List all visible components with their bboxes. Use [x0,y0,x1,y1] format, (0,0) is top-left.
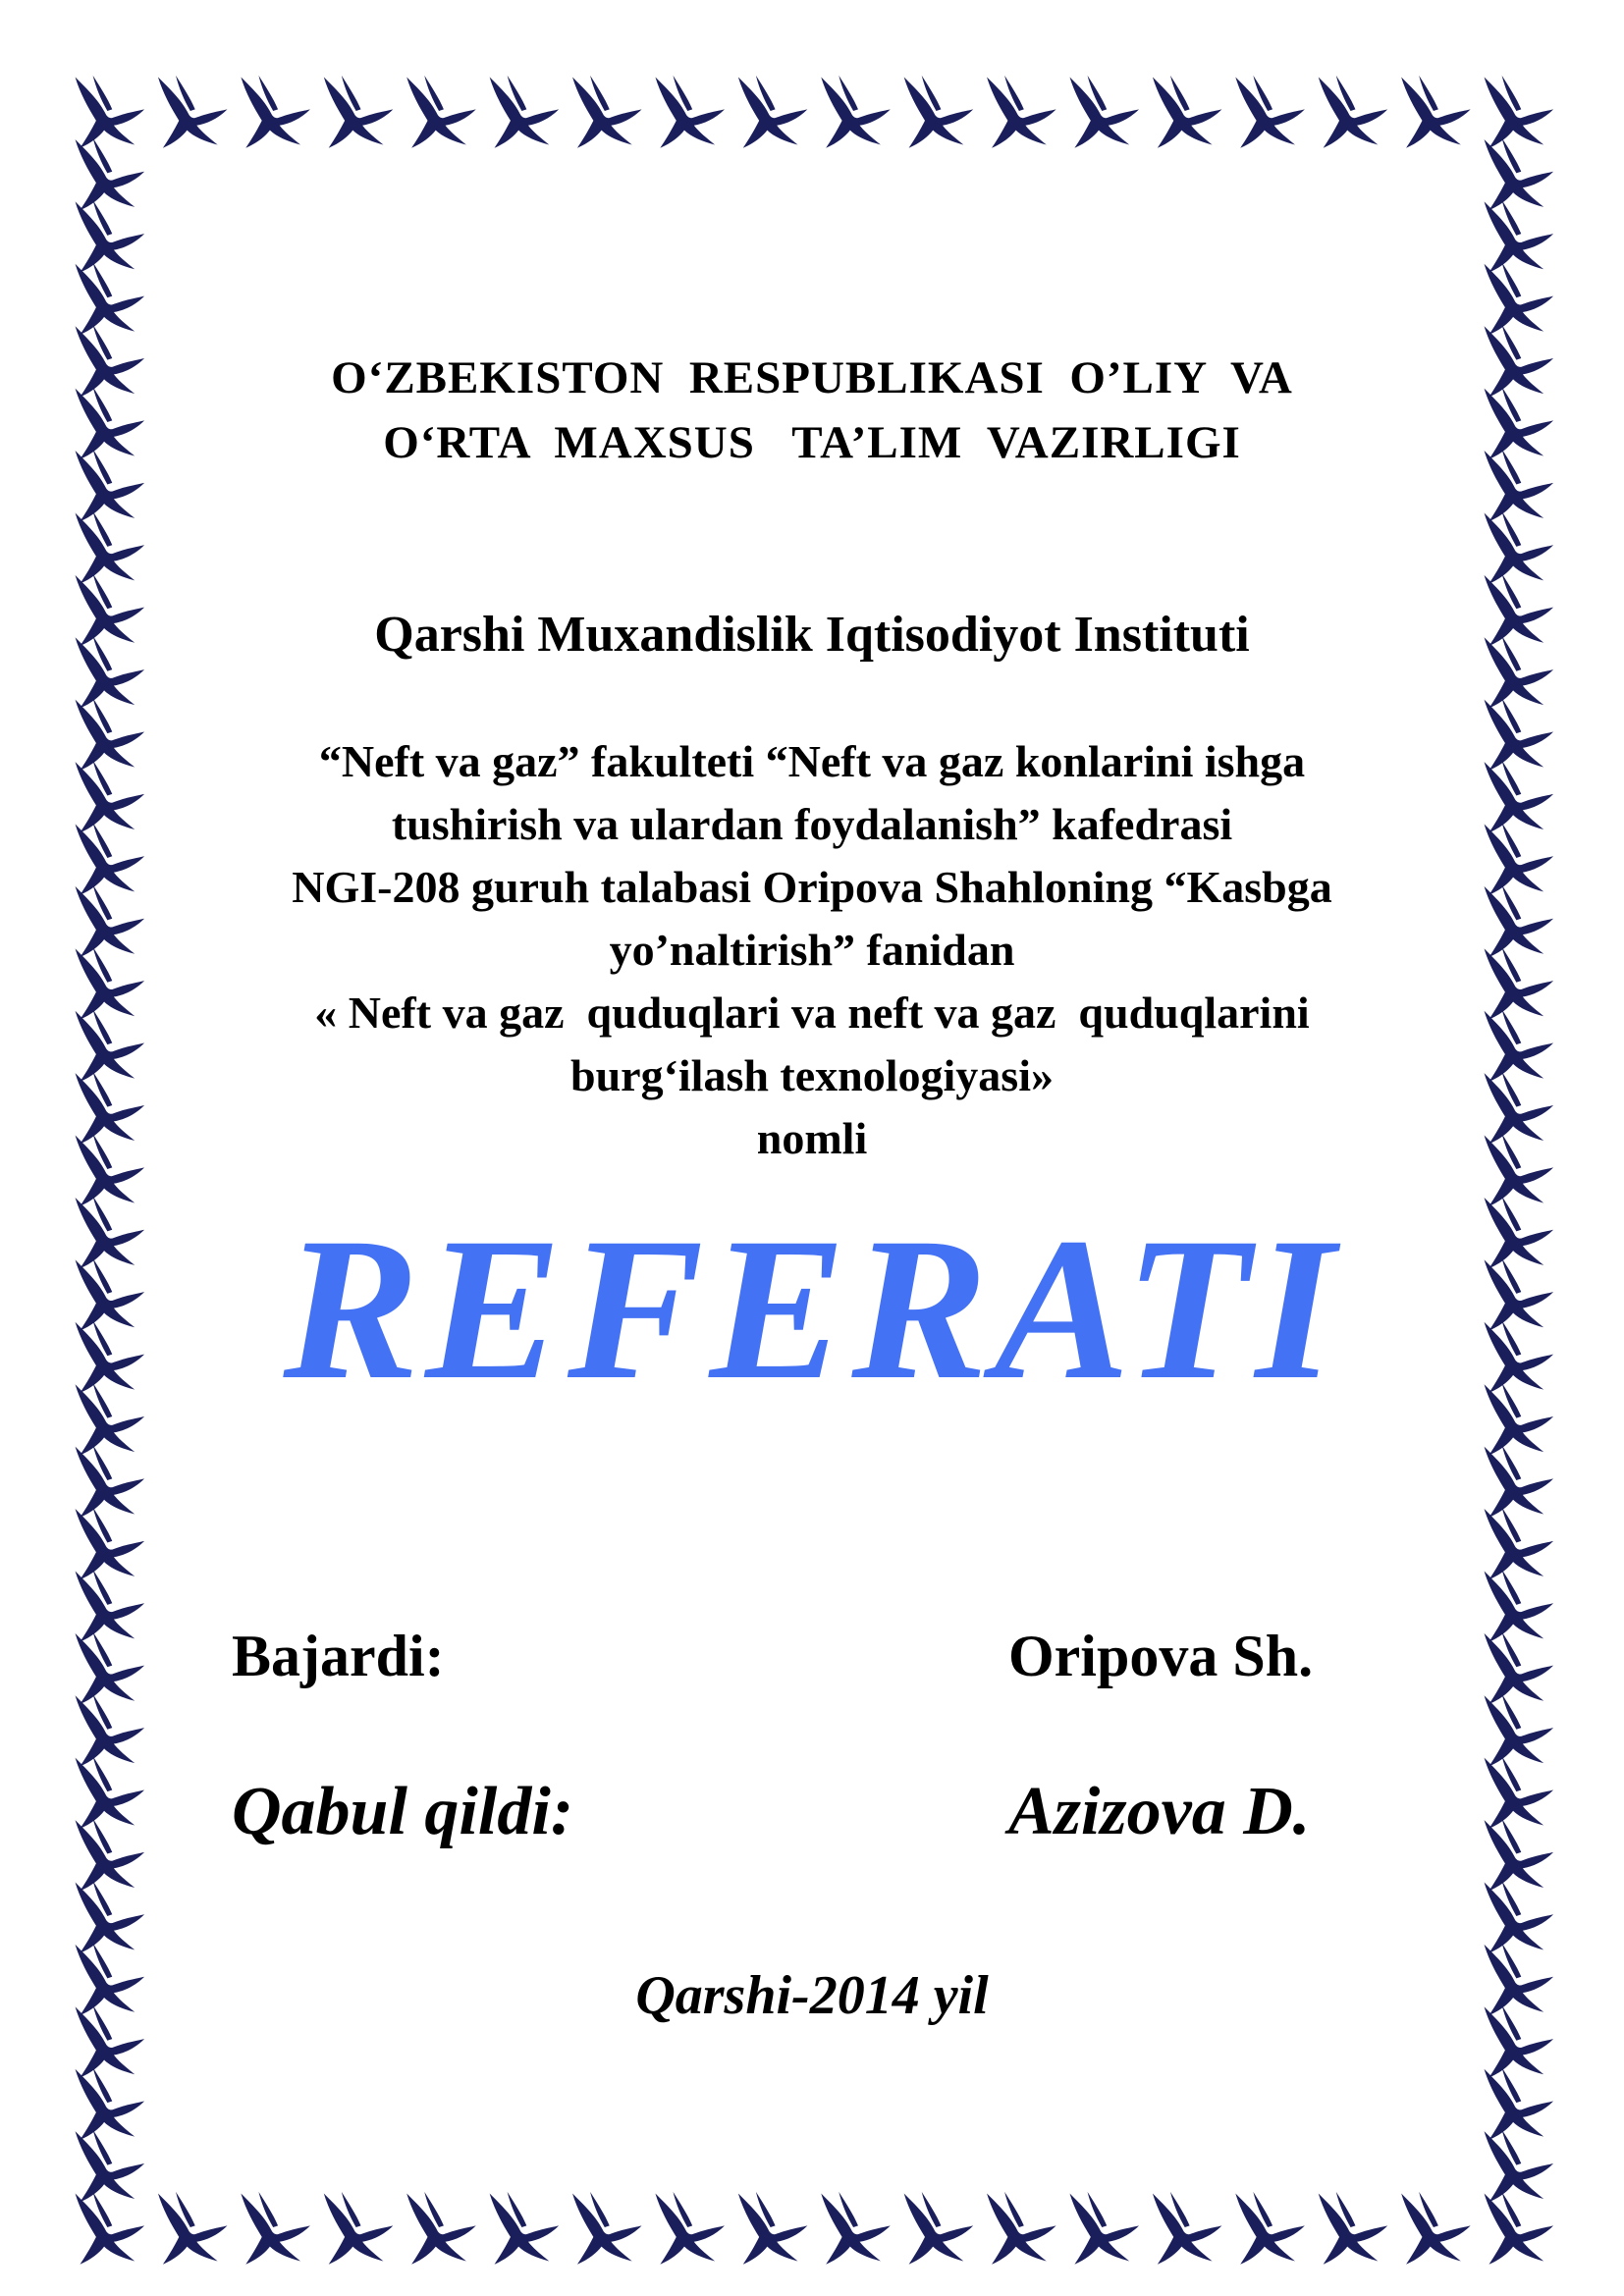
ministry-line-2: O‘RTA MAXSUS TA’LIM VAZIRLIGI [383,417,1241,468]
ministry-heading [0,346,1624,475]
swallow-bird-icon [1485,2192,1554,2265]
description-line-3: NGI-208 guruh talabasi Oripova Shahloning “Kasbga [292,862,1332,912]
accepted-name: Azizova D. [1008,1774,1311,1849]
swallow-bird-icon [904,76,974,148]
swallow-bird-icon [1070,76,1140,148]
swallow-bird-icon [76,262,145,335]
swallow-bird-icon [1485,1445,1554,1518]
description-line-4: yo’naltirish” fanidan [609,925,1015,975]
swallow-bird-icon [76,1818,145,1891]
swallow-bird-icon [241,2192,310,2265]
ministry-line-1: O‘ZBEKISTON RESPUBLIKASI O’LIY VA [331,352,1293,403]
swallow-bird-icon [738,76,808,148]
description-line-5: « Neft va gaz quduqlari va neft va gaz quduqlarini [314,988,1310,1038]
swallow-bird-icon [1485,200,1554,273]
swallow-bird-icon [1235,76,1305,148]
swallow-bird-icon [76,2067,145,2140]
swallow-bird-icon [76,2192,145,2265]
swallow-bird-icon [158,2192,228,2265]
swallow-bird-icon [1485,1881,1554,1953]
swallow-bird-icon [987,2192,1056,2265]
description-line-7: nomli [756,1113,868,1163]
swallow-bird-icon [1401,2192,1471,2265]
swallow-bird-icon [1485,1570,1554,1642]
swallow-bird-icon [1485,2067,1554,2140]
description [0,730,1624,1170]
swallow-bird-icon [76,511,145,584]
swallow-bird-icon [655,76,725,148]
place-year: Qarshi-2014 yil [635,1965,989,2026]
swallow-bird-icon [572,76,642,148]
swallow-bird-icon [738,2192,808,2265]
swallow-bird-icon [406,2192,476,2265]
swallow-bird-icon [158,76,228,148]
swallow-bird-icon [76,1756,145,1829]
swallow-bird-icon [655,2192,725,2265]
description-line-2: tushirish va ulardan foydalanish” kafedrasi [391,799,1233,849]
performed-label: Bajardi: [232,1624,445,1688]
swallow-bird-icon [1485,1818,1554,1891]
swallow-bird-icon [1070,2192,1140,2265]
swallow-bird-icon [1319,76,1388,148]
swallow-bird-icon [1485,1631,1554,1704]
swallow-bird-icon [76,200,145,273]
swallow-bird-icon [572,2192,642,2265]
swallow-bird-icon [1485,1756,1554,1829]
swallow-bird-icon [1401,76,1471,148]
swallow-bird-icon [76,1445,145,1518]
document-title: REFERATI [283,1196,1341,1421]
swallow-bird-icon [987,76,1056,148]
description-line-1: “Neft va gaz” fakulteti “Neft va gaz konlarini ishga [318,736,1306,786]
accepted-label: Qabul qildi: [232,1774,574,1849]
swallow-bird-icon [76,1570,145,1642]
swallow-bird-icon [76,1507,145,1579]
swallow-bird-icon [490,76,560,148]
swallow-bird-icon [1153,2192,1222,2265]
swallow-bird-icon [76,1694,145,1767]
swallow-bird-icon [1485,2130,1554,2203]
swallow-bird-icon [904,2192,974,2265]
swallow-bird-icon [821,2192,891,2265]
swallow-bird-icon [1319,2192,1388,2265]
description-line-6: burg‘ilash texnologiyasi» [569,1050,1054,1100]
performed-name: Oripova Sh. [1008,1624,1314,1688]
swallow-bird-icon [324,76,394,148]
swallow-bird-icon [1485,76,1554,148]
swallow-bird-icon [1485,1694,1554,1767]
swallow-bird-icon [76,2130,145,2203]
swallow-bird-icon [1485,262,1554,335]
swallow-bird-icon [406,76,476,148]
swallow-bird-icon [821,76,891,148]
swallow-bird-icon [76,1881,145,1953]
swallow-bird-icon [324,2192,394,2265]
swallow-bird-icon [490,2192,560,2265]
swallow-bird-icon [1485,137,1554,210]
swallow-bird-icon [76,76,145,148]
swallow-bird-icon [1485,1507,1554,1579]
swallow-bird-icon [76,1631,145,1704]
swallow-bird-icon [1153,76,1222,148]
swallow-bird-icon [1485,511,1554,584]
institute-name: Qarshi Muxandislik Iqtisodiyot Instituti [374,607,1250,663]
swallow-bird-icon [1235,2192,1305,2265]
swallow-bird-icon [76,137,145,210]
swallow-bird-icon [241,76,310,148]
